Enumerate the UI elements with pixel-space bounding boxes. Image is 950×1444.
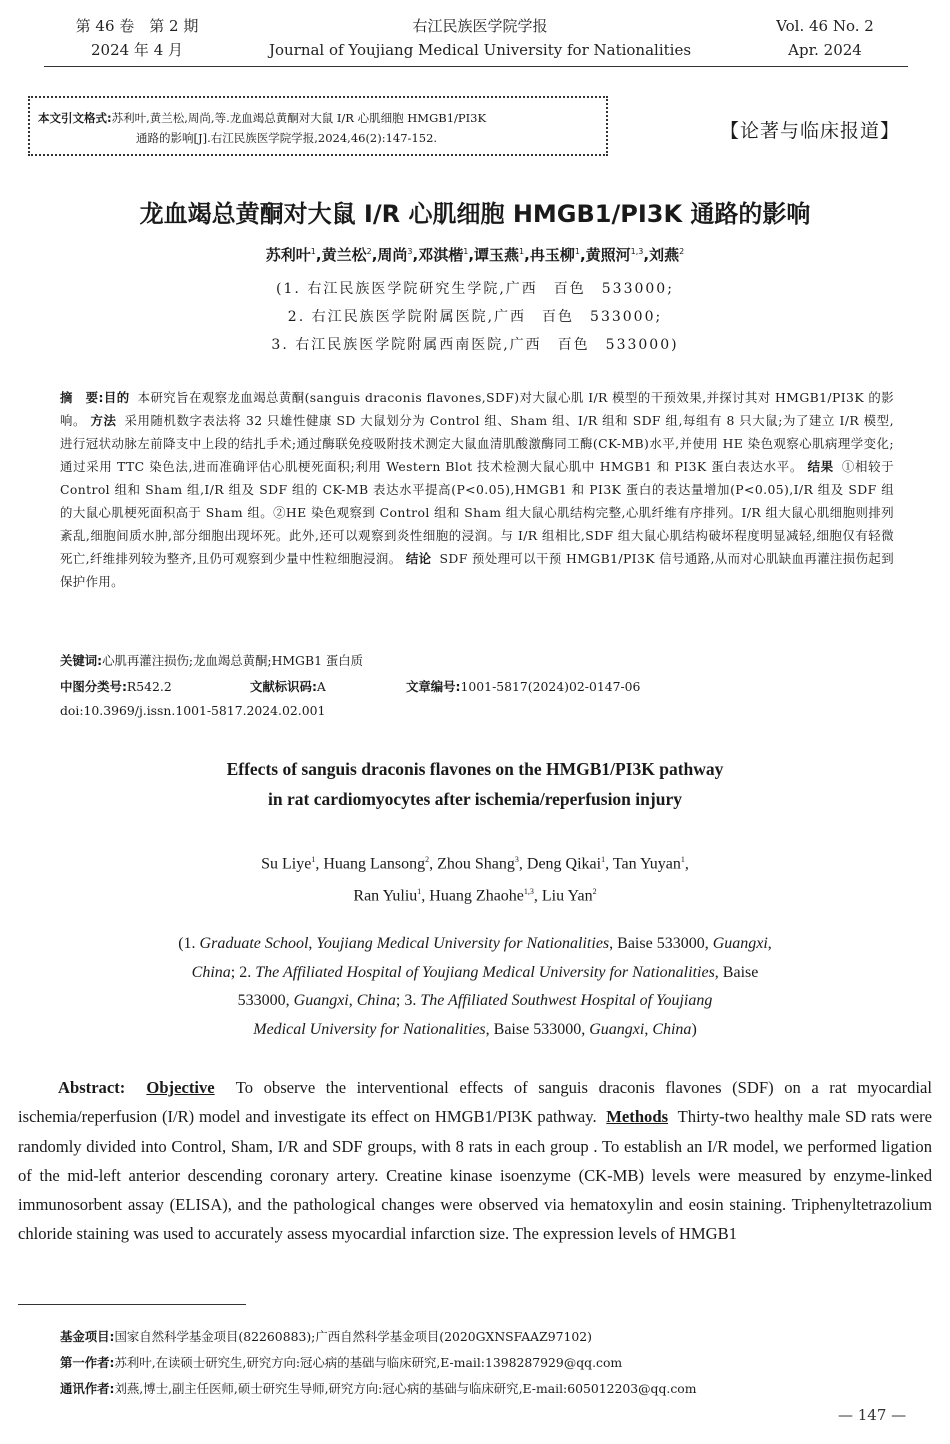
author-name: Huang Zhaohe — [429, 887, 524, 905]
affiliation-cn-1: (1. 右江民族医学院研究生学院,广西 百色 533000; — [276, 281, 674, 297]
doi: doi:10.3969/j.issn.1001-5817.2024.02.001 — [60, 703, 326, 718]
footnote-first-author — [60, 1353, 920, 1371]
author-name: Su Liye — [261, 855, 312, 873]
keywords-label: 关键词: — [60, 653, 103, 668]
doc-code-value: A — [316, 679, 326, 694]
author-name: Liu Yan — [541, 887, 593, 905]
affiliation-city: , Baise — [714, 963, 759, 981]
footnote-text: 国家自然科学基金项目(82260883);广西自然科学基金项目(2020GXNSFAAZ97102) — [114, 1329, 592, 1344]
author-separator: , — [605, 855, 613, 873]
author-list-en-line-2 — [0, 878, 950, 910]
affiliation-cn-3: 3. 右江民族医学院附属西南医院,广西 百色 533000) — [271, 337, 679, 353]
author-separator: , — [518, 855, 527, 873]
author-separator: , — [315, 855, 324, 873]
author-name: 黄兰松 — [321, 246, 367, 264]
author-list-en — [0, 846, 950, 911]
author-list-cn — [0, 244, 950, 265]
affiliation-sep: ; 3. — [395, 992, 421, 1009]
author-affiliation-mark: 1 — [574, 247, 580, 256]
author-name: 黄照河 — [585, 246, 631, 264]
abstract-cn-objective: 本研究旨在观察龙血竭总黄酮(sanguis draconis flavones,SDF)对大鼠心肌 I/R 模型的干预效果,并探讨其对 HMGB1/PI3K 的影响。 — [60, 390, 895, 428]
author-affiliation-mark: 1 — [519, 247, 525, 256]
affiliation-inst: Youjiang Medical University for Nationalities — [316, 935, 610, 952]
affiliation-sep: ; 2. — [230, 963, 256, 981]
page-number: — 147 — — [838, 1406, 907, 1424]
citation-text-2: 通路的影响[J].右江民族医学院学报,2024,46(2):147-152. — [136, 131, 438, 145]
footnote-label: 通讯作者: — [60, 1381, 115, 1396]
affiliations-en — [70, 930, 880, 1044]
author-separator: , — [579, 246, 586, 264]
author-affiliation-mark: 1,3 — [523, 887, 534, 897]
abstract-en-label: Abstract: — [58, 1078, 126, 1097]
author-name: Deng Qikai — [526, 855, 602, 873]
author-separator: , — [533, 887, 542, 905]
author-affiliation-mark: 1 — [310, 247, 316, 256]
abstract-cn-results: ①相较于 Control 组和 Sham 组,I/R 组及 SDF 组的 CK-MB 表达水平提高(P<0.05),HMGB1 和 PI3K 蛋白的表达量增加(P<0.05),I/R 组及 SDF 组的大鼠心肌梗死面积高于 Sham 组。②HE 染色观察到 Control 组和 Sham 组大鼠心肌结构完整,心肌纤维有序排列。I/R 组大鼠心肌细胞则排列紊乱,细胞间质水肿,部分细胞出现坏死。此外,还可以观察到炎性细胞的浸润。与 I/R 组相比,SDF 组大鼠心肌结构破坏程度明显减轻,细胞仅有轻微死亡,纤维排列较为整齐,且仍可观察到少量中性粒细胞浸润。 — [60, 459, 894, 566]
abstract-cn-conclusion: SDF 预处理可以干预 HMGB1/PI3K 信号通路,从而对心肌缺血再灌注损伤起到保护作用。 — [60, 551, 895, 589]
header-volume-en — [750, 14, 900, 62]
column-tag: 【论著与临床报道】 — [720, 120, 901, 142]
abstract-en — [18, 1073, 932, 1249]
journal-name-cn: 右江民族医学院学报 — [412, 17, 548, 35]
author-affiliation-mark: 3 — [514, 855, 519, 864]
abstract-cn — [60, 386, 894, 593]
citation-text-1: 苏利叶,黄兰松,周尚,等.龙血竭总黄酮对大鼠 I/R 心肌细胞 HMGB1/PI3K — [111, 111, 487, 125]
citation-label: 本文引文格式: — [38, 111, 112, 125]
author-name: 冉玉柳 — [529, 246, 575, 264]
abstract-en-objective: To observe the interventional effects of sanguis draconis flavones (SDF) on a rat myocardial ischemia/reperfusion (I/R) model and investigate its effect on HMGB1/PI3K pathway. — [18, 1078, 933, 1127]
doc-code — [250, 677, 406, 695]
affiliation-country: China — [652, 1020, 692, 1038]
author-affiliation-mark: 1 — [680, 855, 685, 864]
abstract-cn-methods-label: 方法 — [90, 413, 117, 428]
affiliation-en-line-1 — [70, 930, 880, 959]
author-separator: , — [468, 246, 475, 264]
article-number-label: 文章编号: — [406, 679, 461, 694]
affiliation-dept: Graduate School — [199, 935, 309, 952]
affiliation-prov: Guangxi — [589, 1020, 645, 1038]
affiliation-inst: The Affiliated Southwest Hospital of Youjiang — [420, 992, 713, 1009]
journal-name-en: Journal of Youjiang Medical University for Nationalities — [268, 41, 692, 59]
author-separator: , — [421, 887, 430, 905]
citation-box — [28, 96, 608, 156]
abstract-cn-label: 摘 要:目的 — [60, 390, 130, 405]
affiliation-tail: ) — [691, 1020, 697, 1038]
clc-value: R542.2 — [126, 679, 172, 694]
author-name: 邓淇楷 — [418, 246, 464, 264]
author-affiliation-mark: 1 — [463, 247, 469, 256]
footnote-divider — [18, 1304, 246, 1305]
header-divider — [44, 66, 908, 67]
author-name: Zhou Shang — [437, 855, 515, 873]
abstract-cn-conclusion-label: 结论 — [405, 551, 432, 566]
author-name: 谭玉燕 — [474, 246, 520, 264]
affiliation-en-line-3 — [70, 987, 880, 1016]
header-volume-number-en: Vol. 46 No. 2 — [776, 17, 874, 35]
author-affiliation-mark: 2 — [425, 855, 430, 864]
affiliation-en-line-4 — [70, 1016, 880, 1045]
article-number-value: 1001-5817(2024)02-0147-06 — [460, 679, 641, 694]
affiliation-cn-2: 2. 右江民族医学院附属医院,广西 百色 533000; — [287, 309, 663, 325]
affiliation-sep: , — [348, 992, 357, 1009]
article-number — [406, 677, 640, 695]
title-en-line-1: Effects of sanguis draconis flavones on the HMGB1/PI3K pathway — [226, 759, 724, 779]
keywords-text: 心肌再灌注损伤;龙血竭总黄酮;HMGB1 蛋白质 — [102, 653, 364, 668]
citation-line-1 — [38, 108, 598, 128]
affiliation-country: China — [356, 992, 396, 1009]
author-affiliation-mark: 2 — [679, 247, 685, 256]
affiliation-tail: , — [767, 935, 772, 952]
author-affiliation-mark: 1 — [311, 855, 316, 864]
author-name: 周尚 — [377, 246, 408, 264]
author-affiliation-mark: 1 — [417, 887, 422, 897]
footnote-text: 苏利叶,在读硕士研究生,研究方向:冠心病的基础与临床研究,E-mail:1398287929@qq.com — [114, 1355, 623, 1370]
affiliation-prov: Guangxi — [293, 992, 349, 1009]
abstract-en-methods-label: Methods — [606, 1107, 669, 1127]
author-affiliation-mark: 3 — [407, 247, 413, 256]
author-affiliation-mark: 1,3 — [630, 247, 644, 256]
footnote-corresponding — [60, 1379, 920, 1397]
author-name: Tan Yuyan — [612, 855, 681, 873]
author-name: Huang Lansong — [323, 855, 426, 873]
author-list-en-line-1 — [0, 846, 950, 878]
footnote-label: 基金项目: — [60, 1329, 115, 1344]
classification-line — [60, 677, 894, 695]
affiliation-en-line-2 — [70, 959, 880, 988]
abstract-cn-results-label: 结果 — [807, 459, 834, 474]
footnote-funding — [60, 1327, 920, 1345]
abstract-en-methods: Thirty-two healthy male SD rats were randomly divided into Control, Sham, I/R and SDF groups, with 8 rats in each group . To establish an I/R model, we performed ligation of the mid-left anterior descending coronary artery. Creatine kinase isoenzyme (CK-MB) levels were measured by enzyme-linked immunosorbent assay (ELISA), and the pathological changes were observed via hematoxylin and eosin staining. Triphenyltetrazolium chloride staining was used to accurately assess myocardial infarction size. The expression levels of HMGB1 — [18, 1107, 933, 1244]
author-affiliation-mark: 2 — [366, 247, 372, 256]
author-name: 刘燕 — [649, 246, 680, 264]
author-separator: , — [684, 855, 689, 873]
author-separator: , — [524, 246, 530, 264]
clc-number — [60, 677, 250, 695]
affiliation-city: , Baise 533000, — [485, 1020, 590, 1038]
author-affiliation-mark: 2 — [592, 887, 597, 897]
affiliation-num: (1. — [178, 935, 200, 952]
author-separator: , — [429, 855, 438, 873]
article-title-cn: 龙血竭总黄酮对大鼠 I/R 心肌细胞 HMGB1/PI3K 通路的影响 — [139, 200, 811, 228]
header-volume-cn — [62, 14, 212, 62]
author-affiliation-mark: 1 — [601, 855, 606, 864]
affiliation-prov: Guangxi — [712, 935, 768, 952]
author-name: 苏利叶 — [265, 246, 311, 264]
header-date-cn: 2024 年 4 月 — [90, 41, 184, 59]
affiliation-inst: The Affiliated Hospital of Youjiang Medical University for Nationalities — [255, 963, 715, 981]
author-separator: , — [412, 246, 419, 264]
footnote-text: 刘燕,博士,副主任医师,硕士研究生导师,研究方向:冠心病的基础与临床研究,E-mail:605012203@qq.com — [114, 1381, 697, 1396]
header-journal — [230, 14, 730, 62]
author-separator: , — [371, 246, 378, 264]
footnote-label: 第一作者: — [60, 1355, 115, 1370]
author-separator: , — [315, 246, 322, 264]
keywords — [60, 651, 363, 669]
affiliation-sep: , — [308, 935, 317, 952]
affiliation-sep: , — [644, 1020, 653, 1038]
abstract-en-objective-label: Objective — [146, 1078, 215, 1097]
title-en-line-2: in rat cardiomyocytes after ischemia/reperfusion injury — [268, 789, 682, 809]
author-name: Ran Yuliu — [353, 887, 418, 905]
clc-label: 中图分类号: — [60, 679, 127, 694]
affiliation-zip: 533000, — [237, 992, 294, 1009]
article-title-en — [0, 754, 950, 814]
doc-code-label: 文献标识码: — [250, 679, 317, 694]
affiliation-country: China — [191, 963, 231, 981]
header-date-en: Apr. 2024 — [788, 41, 862, 59]
header-volume-issue: 第 46 卷 第 2 期 — [75, 17, 199, 35]
author-separator: , — [643, 246, 650, 264]
abstract-cn-methods: 采用随机数字表法将 32 只雄性健康 SD 大鼠划分为 Control 组、Sham 组、I/R 组和 SDF 组,每组有 8 只大鼠;为了建立 I/R 模型,进行冠状动脉左前降支中上段的结扎手术;通过酶联免疫吸附技术测定大鼠血清肌酸激酶同工酶(CK-MB)水平,并使用 HE 染色观察心肌病理学变化;通过采用 TTC 染色法,进而准确评估心肌梗死面积;利用 Western Blot 技术检测大鼠心肌中 HMGB1 和 PI3K 蛋白表达水平。 — [60, 413, 894, 474]
affiliation-city: , Baise 533000, — [609, 935, 713, 952]
affiliation-inst: Medical University for Nationalities — [253, 1020, 486, 1038]
